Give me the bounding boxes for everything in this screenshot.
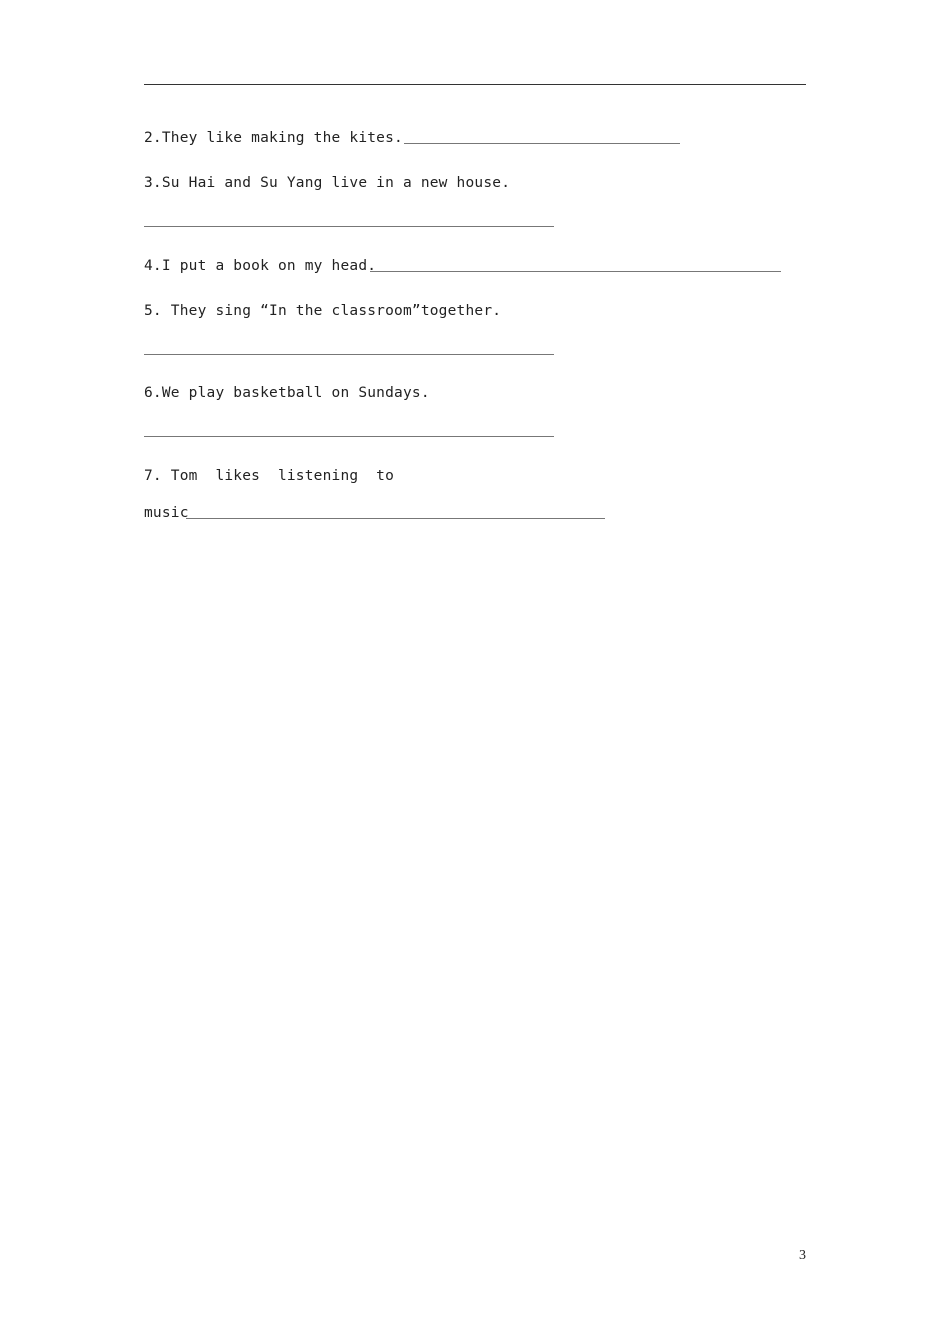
question-4-text: 4.I put a book on my head. — [144, 258, 377, 274]
question-5-text: 5. They sing “In the classroom”together. — [144, 303, 502, 319]
answer-blank-3[interactable] — [144, 226, 554, 227]
answer-blank-4[interactable] — [370, 271, 781, 272]
question-7-text-line2: music — [144, 505, 189, 521]
answer-blank-5[interactable] — [144, 354, 554, 355]
question-3-text: 3.Su Hai and Su Yang live in a new house. — [144, 175, 511, 191]
answer-blank-6[interactable] — [144, 436, 554, 437]
page-number: 3 — [799, 1248, 806, 1263]
header-rule — [144, 84, 806, 85]
answer-blank-7[interactable] — [186, 518, 605, 519]
question-7-text-line1: 7. Tom likes listening to — [144, 468, 395, 484]
question-2-text: 2.They like making the kites. — [144, 130, 403, 146]
answer-blank-2[interactable] — [404, 143, 680, 144]
question-6-text: 6.We play basketball on Sundays. — [144, 385, 430, 401]
